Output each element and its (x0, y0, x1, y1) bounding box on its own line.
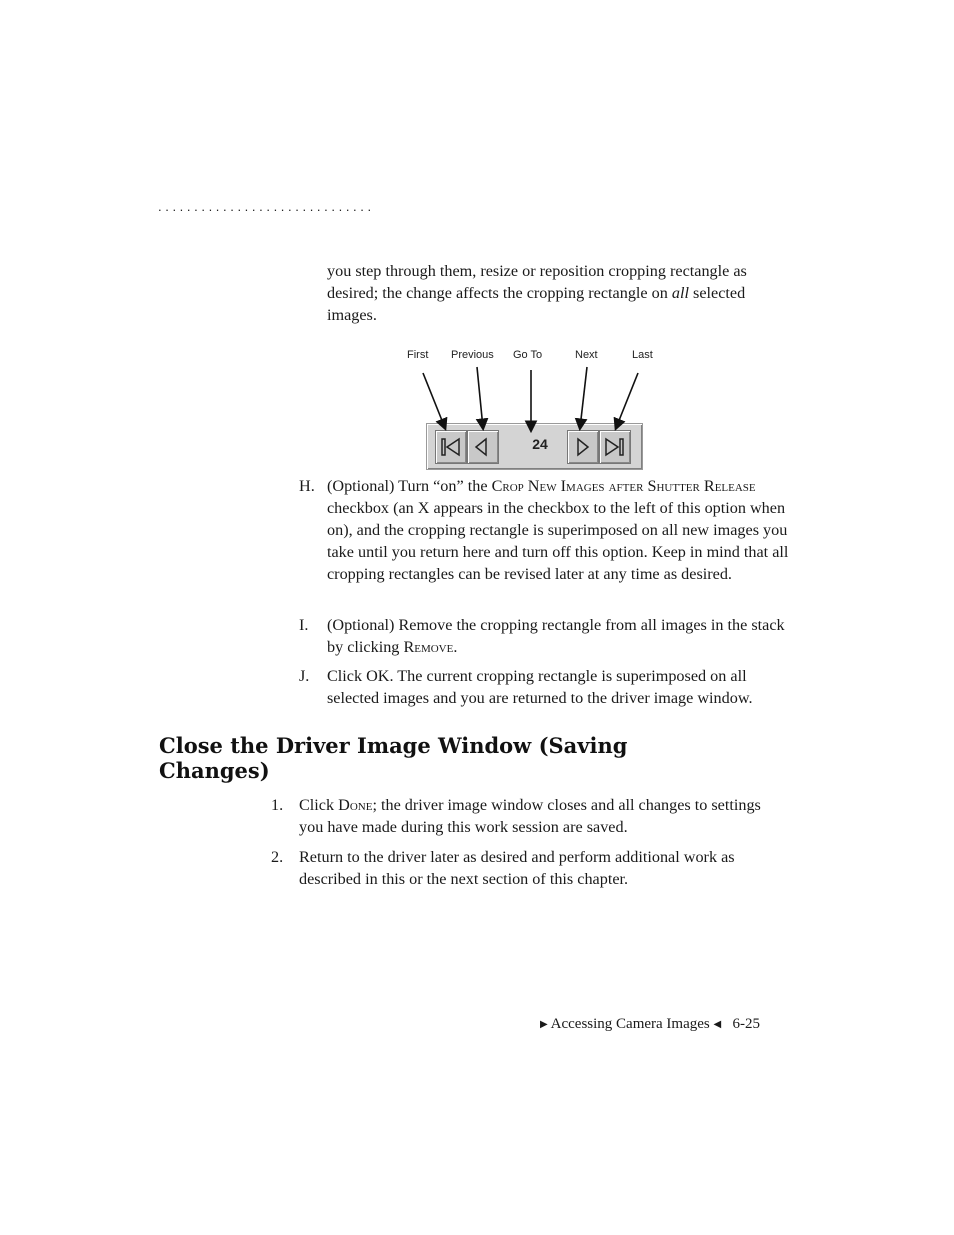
item-1-after: ; the driver image window closes and all changes to settings you have made during this work session are saved. (299, 796, 761, 836)
page-footer (540, 1016, 800, 1033)
arrow-next (580, 367, 587, 428)
step-text (327, 475, 797, 585)
arrow-last (616, 373, 638, 428)
step-marker: I. (299, 616, 309, 634)
arrow-previous (477, 367, 483, 428)
footer-chapter-title: Accessing Camera Images (550, 1016, 710, 1032)
page-number: 6-25 (732, 1016, 760, 1032)
step-marker: H. (299, 477, 315, 495)
intro-emphasis: all (671, 284, 689, 302)
intro-text-end: selected images. (327, 284, 746, 324)
step-text (327, 614, 797, 658)
right-triangle-icon: ▶ (540, 1019, 548, 1030)
left-triangle-icon: ◀ (713, 1019, 722, 1030)
step-i-after: . (453, 638, 458, 656)
label-previous: Previous (451, 349, 494, 361)
remove-option-name: Remove (403, 638, 454, 656)
step-h-after: checkbox (an X appears in the checkbox to the left of this option when on), and the cropping rectangle is superimposed on all new images you take until you return here and turn off this option. Keep in mind that all cropping rectangles can be revised later at any time as desired. (327, 499, 789, 583)
list-item-text: Return to the driver later as desired and perform additional work as described in this or the next section of this chapter. (299, 848, 735, 888)
label-last: Last (632, 349, 653, 361)
intro-text: you step through them, resize or reposition cropping rectangle as desired; the change affects the cropping rectangle on (327, 262, 747, 302)
label-goto: Go To (513, 349, 543, 361)
callout-arrows (400, 345, 660, 475)
navigation-toolbar-figure (400, 345, 660, 475)
crop-new-images-option-name: Crop New Images after Shutter Release (491, 477, 756, 495)
list-marker: 2. (271, 848, 284, 866)
list-item-text (299, 794, 769, 838)
label-next: Next (575, 349, 598, 361)
step-text: Click OK. The current cropping rectangle is superimposed on all selected images and you are returned to the driver image window. (327, 667, 753, 707)
list-marker: 1. (271, 796, 284, 814)
step-marker: J. (299, 667, 310, 685)
done-option-name: Done (338, 796, 373, 814)
item-1-before: Click (299, 796, 339, 814)
section-heading: Close the Driver Image Window (Saving Changes) (159, 733, 628, 783)
header-dot-rule: . . . . . . . . . . . . . . . . . . . . . . . . . . . . . . (158, 199, 372, 214)
intro-paragraph (327, 260, 797, 326)
step-h-before: (Optional) Turn “on” the (327, 477, 492, 495)
goto-field[interactable]: 24 (532, 436, 548, 452)
label-first: First (407, 349, 429, 361)
step-i-before: (Optional) Remove the cropping rectangle from all images in the stack by clicking (327, 616, 785, 656)
arrow-first (423, 373, 445, 428)
